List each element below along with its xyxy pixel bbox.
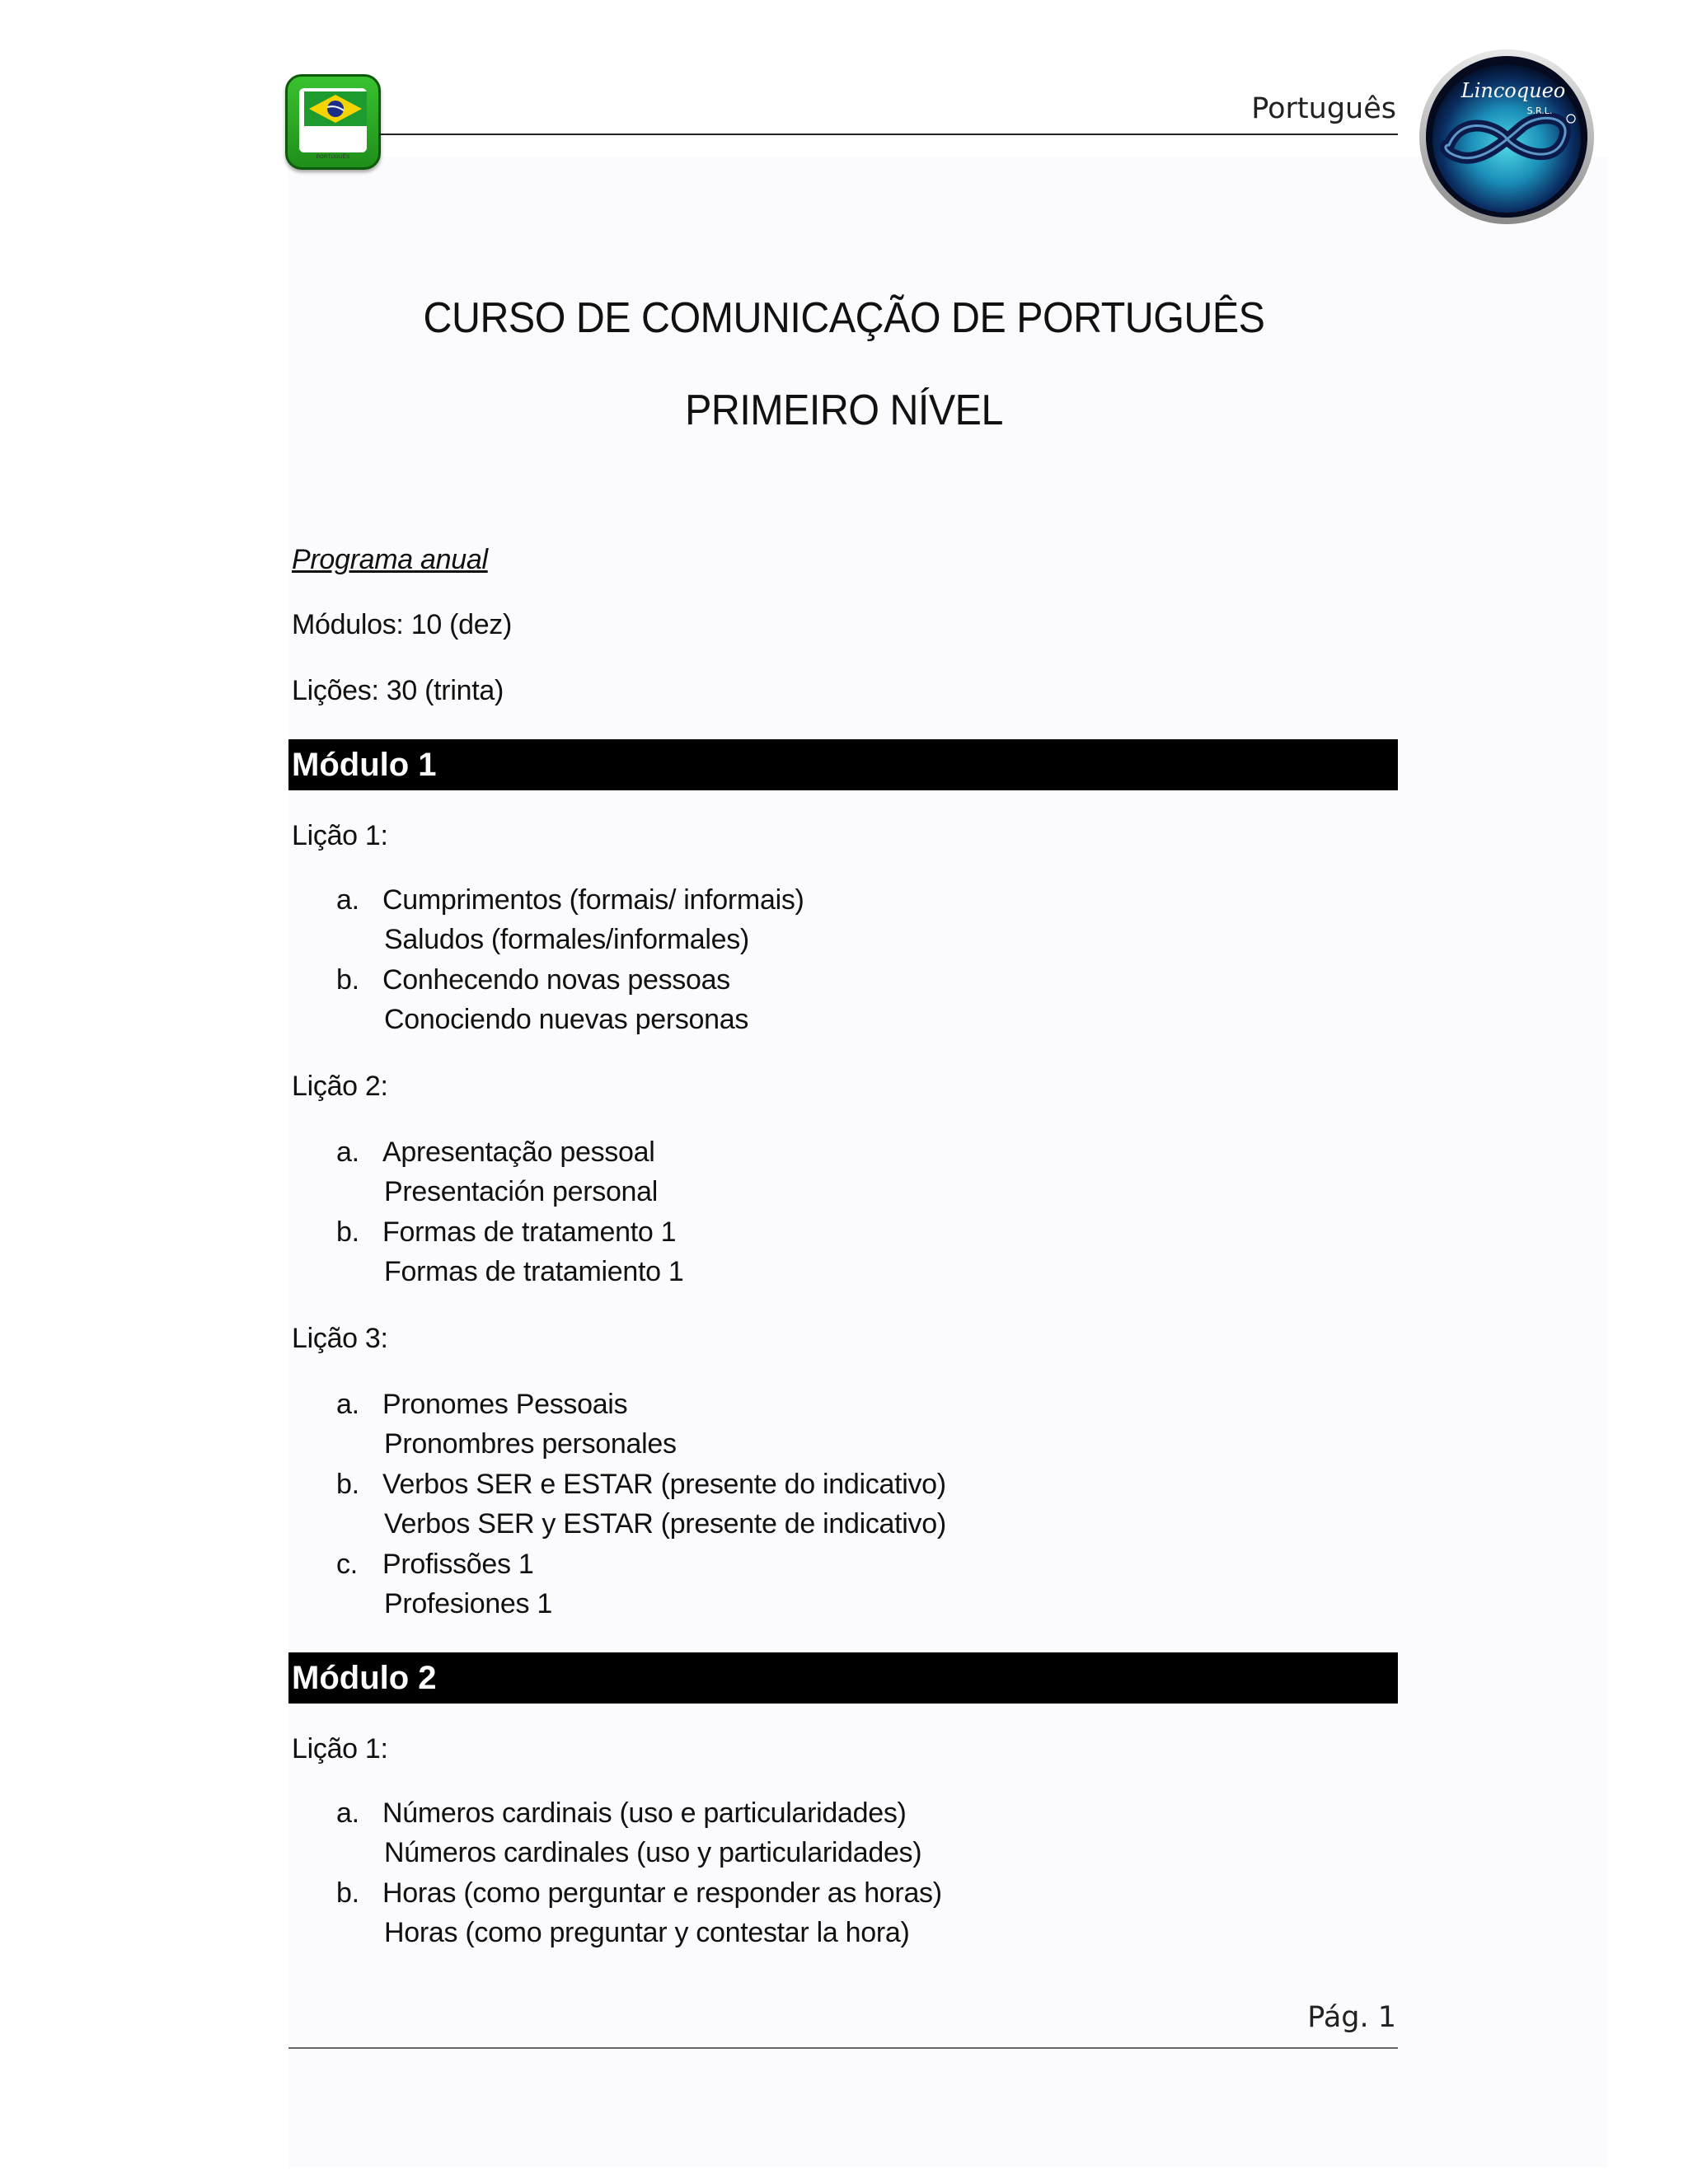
module-heading xyxy=(288,1652,1398,1704)
item-spanish: Conociendo nuevas personas xyxy=(384,1004,749,1035)
item-portuguese: Conhecendo novas pessoas xyxy=(382,964,730,996)
item-spanish: Profesiones 1 xyxy=(384,1588,553,1619)
brazil-flag-icon xyxy=(299,85,372,131)
item-letter: a. xyxy=(336,1389,359,1420)
lesson-item xyxy=(336,1793,922,1868)
item-spanish: Números cardinales (uso y particularidades) xyxy=(384,1837,922,1868)
lesson-item xyxy=(336,1212,684,1287)
lesson-item xyxy=(336,1873,942,1948)
item-spanish: Verbos SER y ESTAR (presente de indicativo) xyxy=(384,1508,946,1540)
lesson-item xyxy=(336,1465,946,1540)
lesson-item xyxy=(336,960,749,1035)
item-letter: b. xyxy=(336,1877,359,1909)
item-letter: c. xyxy=(336,1549,358,1580)
document-title: CURSO DE COMUNICAÇÃO DE PORTUGUÊS xyxy=(423,294,1265,342)
module-heading xyxy=(288,739,1398,790)
item-spanish: Horas (como preguntar y contestar la hora) xyxy=(384,1917,910,1948)
brazil-flag-badge xyxy=(285,74,381,170)
item-portuguese: Verbos SER e ESTAR (presente do indicativo) xyxy=(382,1469,946,1500)
item-spanish: Saludos (formales/informales) xyxy=(384,924,749,955)
lesson-label: Lição 1: xyxy=(292,820,388,851)
logo-text: Lincoqueo xyxy=(1461,79,1566,102)
lesson-item xyxy=(336,880,804,955)
modules-count: Módulos: 10 (dez) xyxy=(292,609,513,640)
item-letter: a. xyxy=(336,1797,359,1829)
lesson-item xyxy=(336,1132,659,1207)
item-portuguese: Números cardinais (uso e particularidades) xyxy=(382,1797,907,1829)
item-spanish: Pronombres personales xyxy=(384,1428,677,1460)
lesson-label: Lição 1: xyxy=(292,1733,388,1765)
item-letter: a. xyxy=(336,884,359,916)
item-letter: b. xyxy=(336,1216,359,1248)
item-spanish: Formas de tratamiento 1 xyxy=(384,1256,684,1287)
logo-suffix: S.R.L. xyxy=(1526,105,1553,116)
header-divider xyxy=(379,134,1398,135)
company-logo xyxy=(1416,46,1597,227)
page-number: Pág. 1 xyxy=(1307,2001,1396,2034)
lesson-item xyxy=(336,1544,553,1619)
item-portuguese: Pronomes Pessoais xyxy=(382,1389,628,1420)
lesson-item xyxy=(336,1385,677,1460)
program-label: Programa anual xyxy=(292,544,488,575)
lesson-label: Lição 2: xyxy=(292,1071,388,1102)
item-portuguese: Cumprimentos (formais/ informais) xyxy=(382,884,804,916)
item-letter: b. xyxy=(336,964,359,996)
footer-divider xyxy=(288,2047,1398,2049)
document-subtitle: PRIMEIRO NÍVEL xyxy=(685,387,1003,434)
lesson-label: Lição 3: xyxy=(292,1323,388,1354)
item-portuguese: Formas de tratamento 1 xyxy=(382,1216,677,1248)
header-language: Português xyxy=(1251,92,1396,125)
module-title: Módulo 2 xyxy=(292,1660,437,1696)
badge-caption: PORTUGUÊS xyxy=(316,155,350,160)
item-portuguese: Horas (como perguntar e responder as horas) xyxy=(382,1877,942,1909)
item-letter: b. xyxy=(336,1469,359,1500)
item-letter: a. xyxy=(336,1137,359,1168)
item-portuguese: Apresentação pessoal xyxy=(382,1137,655,1168)
item-portuguese: Profissões 1 xyxy=(382,1549,534,1580)
lessons-count: Lições: 30 (trinta) xyxy=(292,675,504,706)
module-title: Módulo 1 xyxy=(292,747,437,783)
item-spanish: Presentación personal xyxy=(384,1176,659,1207)
